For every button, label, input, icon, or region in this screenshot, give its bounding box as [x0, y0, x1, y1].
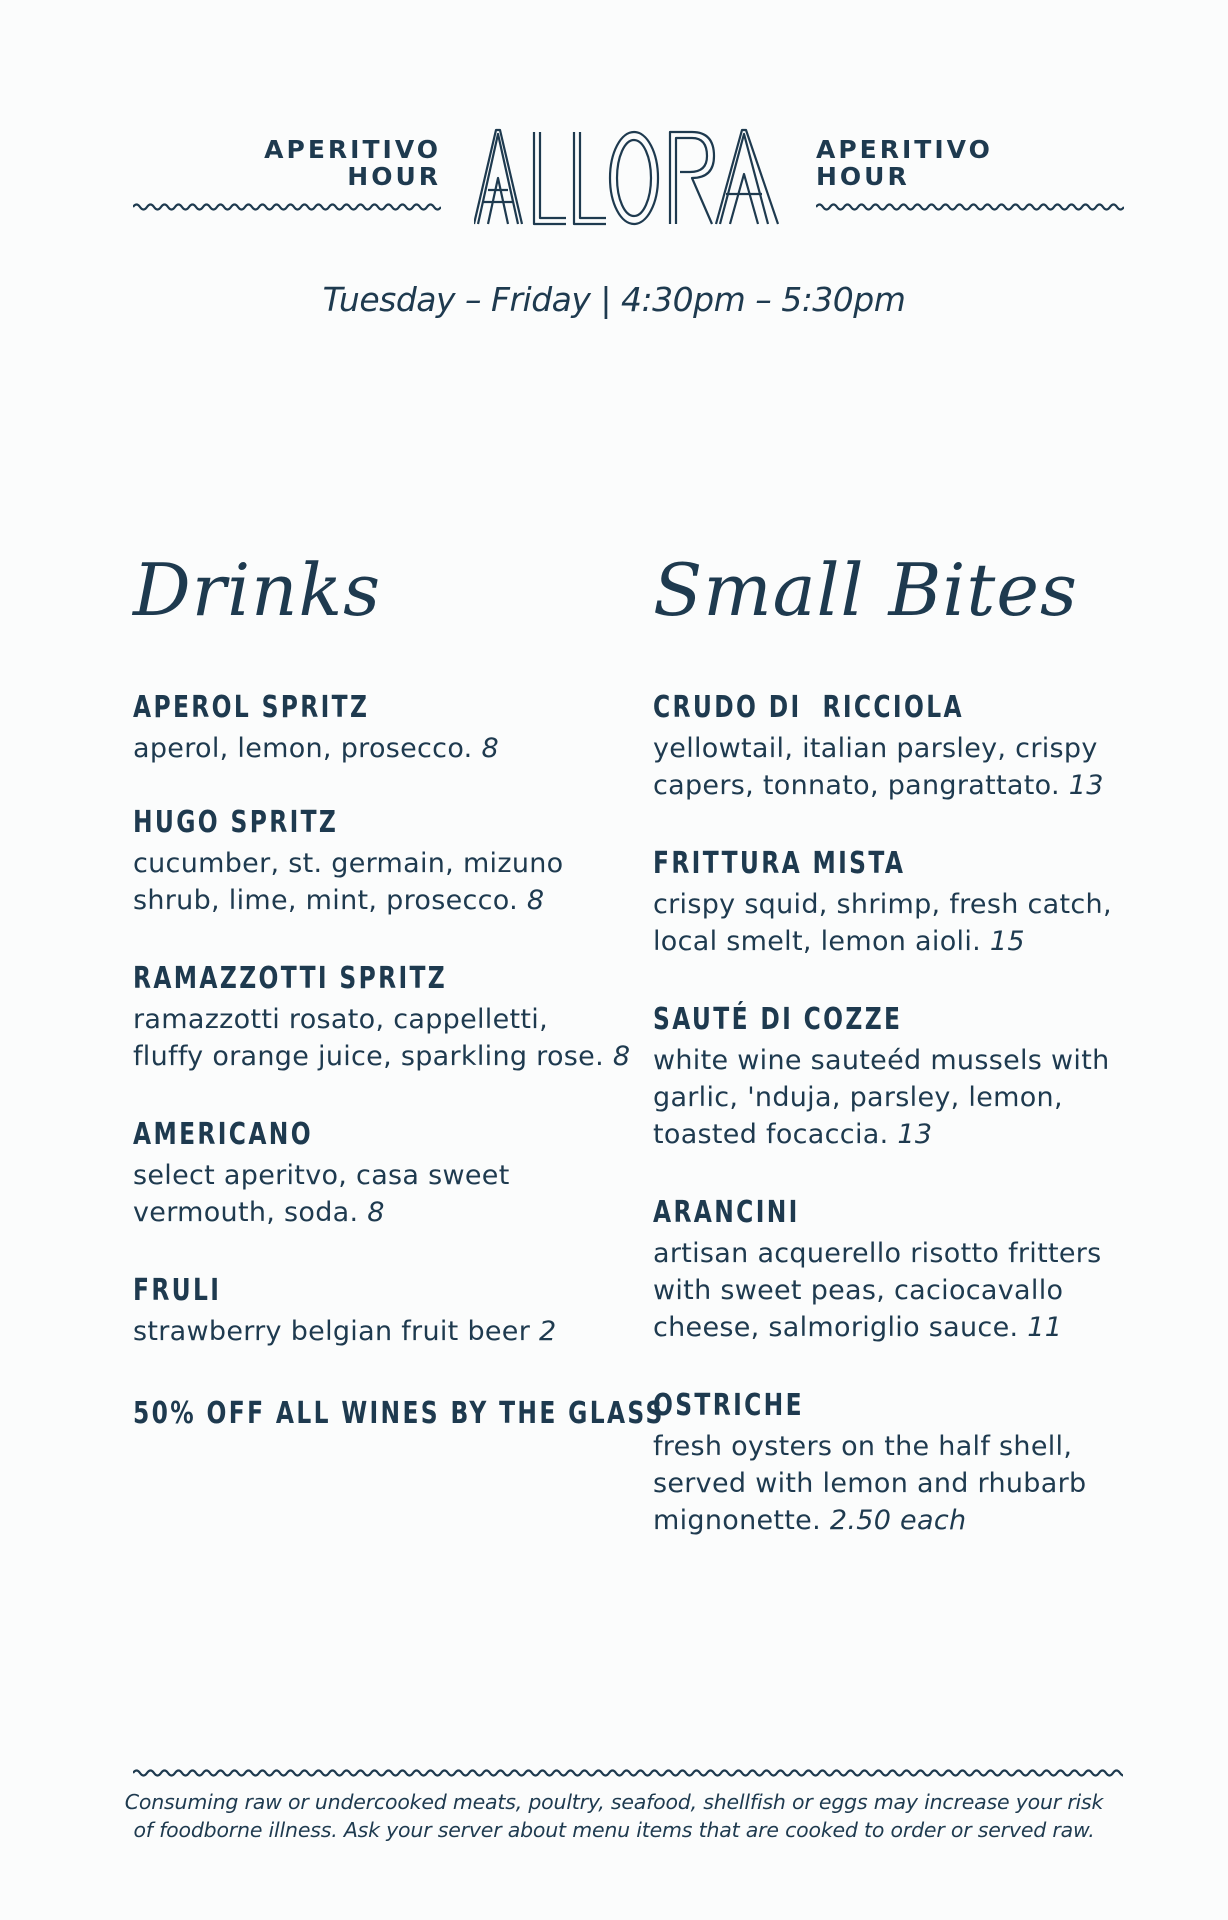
item-description: ramazzotti rosato, cappelletti, fluffy orange juice, sparkling rose. 8 — [133, 1004, 631, 1072]
small-bites-heading: Small Bites — [653, 548, 1078, 632]
small-bites-list — [653, 690, 1153, 1539]
item-description: strawberry belgian fruit beer 2 — [133, 1316, 557, 1347]
item-price: 8 — [612, 1041, 631, 1072]
allora-logo — [474, 128, 780, 228]
wave-divider-right — [816, 200, 1124, 214]
item-name: SAUTÉ DI COZZE — [653, 1002, 903, 1037]
item-price: 2 — [539, 1316, 557, 1347]
item-name: FRITTURA MISTA — [653, 846, 906, 881]
aperitivo-hour-label-right: APERITIVO HOUR — [816, 135, 993, 191]
menu-item — [653, 1195, 1153, 1346]
item-description: cucumber, st. germain, mizuno shrub, lime, mint, prosecco. 8 — [133, 848, 564, 916]
item-name: HUGO SPRITZ — [133, 805, 339, 840]
item-price: 13 — [897, 1119, 933, 1150]
menu-item — [133, 1273, 633, 1350]
item-description: yellowtail, italian parsley, crispy capers, tonnato, pangrattato. 13 — [653, 733, 1104, 801]
item-description: crispy squid, shrimp, fresh catch, local smelt, lemon aioli. 15 — [653, 889, 1112, 957]
item-price: 2.50 each — [829, 1505, 967, 1536]
item-price: 8 — [526, 885, 545, 916]
food-safety-disclaimer: Consuming raw or undercooked meats, poultry, seafood, shellfish or eggs may increase your risk of foodborne illness. Ask your server about menu items that are cooked to order or served raw. — [124, 1790, 1104, 1842]
wave-divider-footer — [133, 1766, 1123, 1780]
menu-item — [133, 690, 633, 767]
item-name: RAMAZZOTTI SPRITZ — [133, 961, 448, 996]
item-name: AMERICANO — [133, 1117, 313, 1152]
item-price: 13 — [1068, 770, 1104, 801]
menu-item — [133, 805, 633, 919]
wine-offer-text: 50% OFF ALL WINES BY THE GLASS — [133, 1396, 665, 1431]
item-description: aperol, lemon, prosecco. 8 — [133, 733, 499, 764]
item-description: artisan acquerello risotto fritters with sweet peas, caciocavallo cheese, salmoriglio sauce. 11 — [653, 1238, 1102, 1343]
drinks-heading: Drinks — [133, 548, 382, 632]
item-name: OSTRICHE — [653, 1388, 804, 1423]
item-description: select aperitvo, casa sweet vermouth, soda. 8 — [133, 1160, 510, 1228]
menu-item — [653, 846, 1153, 960]
menu-item — [653, 1002, 1153, 1153]
item-name: APEROL SPRITZ — [133, 690, 370, 725]
item-price: 8 — [367, 1197, 385, 1228]
item-description: fresh oysters on the half shell, served with lemon and rhubarb mignonette. 2.50 each — [653, 1431, 1087, 1536]
aperitivo-hour-label-left: APERITIVO HOUR — [264, 135, 441, 191]
menu-item — [653, 1388, 1153, 1539]
drinks-list — [133, 690, 665, 1432]
item-price: 15 — [989, 926, 1025, 957]
menu-item — [133, 1117, 633, 1231]
wine-offer — [133, 1396, 665, 1432]
item-name: FRULI — [133, 1273, 222, 1308]
schedule-hours: Tuesday – Friday | 4:30pm – 5:30pm — [322, 280, 906, 319]
menu-item — [653, 690, 1153, 804]
menu-item — [133, 961, 633, 1075]
item-description: white wine sauteéd mussels with garlic, 'nduja, parsley, lemon, toasted focaccia. 13 — [653, 1045, 1110, 1150]
wave-divider-left — [133, 200, 441, 214]
item-price: 11 — [1027, 1312, 1063, 1343]
item-price: 8 — [481, 733, 499, 764]
item-name: CRUDO DI RICCIOLA — [653, 690, 964, 725]
item-name: ARANCINI — [653, 1195, 800, 1230]
